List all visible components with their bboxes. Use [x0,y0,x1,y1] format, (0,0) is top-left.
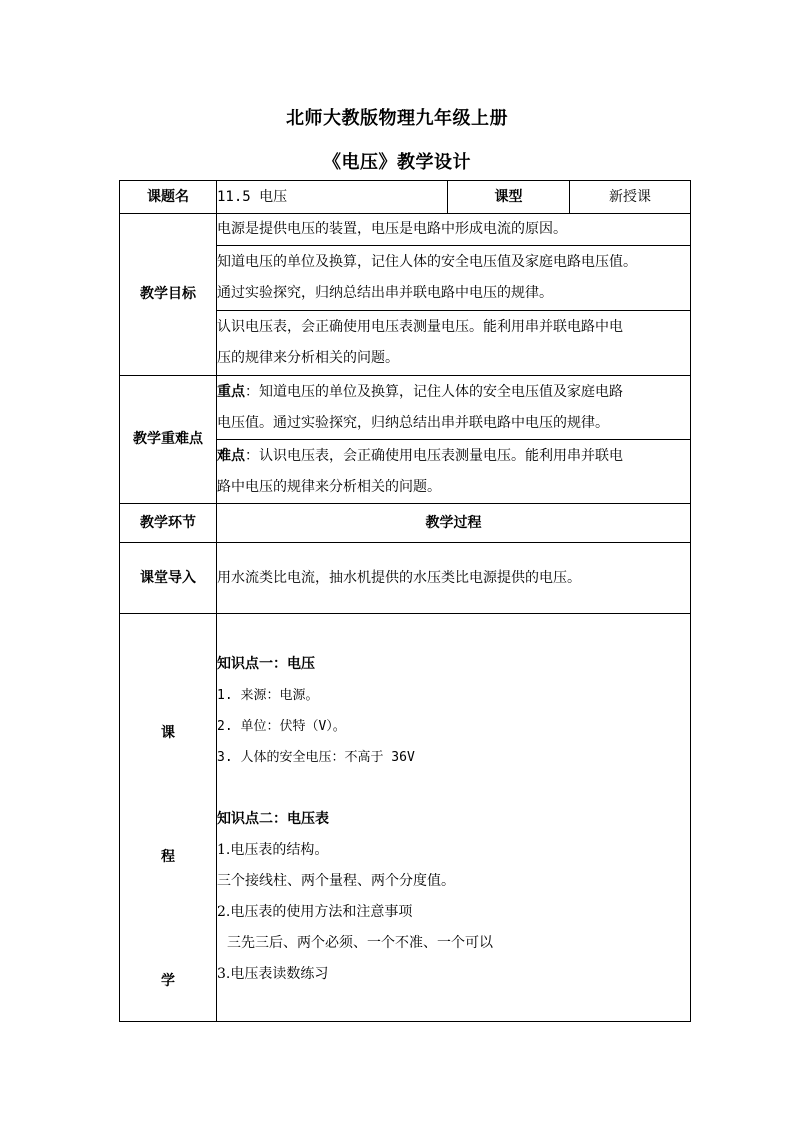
lesson-plan-table [119,180,691,1022]
lesson-label-char: 程 [161,849,175,865]
document-subtitle: 《电压》教学设计 [323,152,471,173]
lesson-label-char: 课 [161,725,175,741]
key-points-label: 教学重难点 [120,376,217,504]
objectives-label: 教学目标 [120,214,217,376]
knowledge-point-item: 1.电压表的结构。 [217,841,329,858]
difficulty-text: 路中电压的规律来分析相关的问题。 [217,478,441,495]
course-name-value: 11.5 电压 [217,181,448,214]
objective-line: 通过实验探究，归纳总结出串并联电路中电压的规律。 [217,285,553,301]
objective-line: 知道电压的单位及换算，记住人体的安全电压值及家庭电路电压值。 [217,254,637,270]
knowledge-point-item: 2. 单位：伏特（V）。 [217,718,346,734]
lesson-content [217,614,691,1022]
knowledge-point-1-title: 知识点一：电压 [217,655,315,672]
lesson-label-char: 学 [161,973,175,989]
knowledge-point-item: 3. 人体的安全电压：不高于 36V [217,749,415,765]
document-title: 北师大教版物理九年级上册 [286,108,508,129]
key-point-prefix: 重点 [217,383,245,400]
objective-line: 电源是提供电压的装置，电压是电路中形成电流的原因。 [217,221,567,237]
course-info-row [120,181,691,214]
key-point-text: 电压值。通过实验探究，归纳总结出串并联电路中电压的规律。 [217,414,609,431]
process-header: 教学过程 [217,504,691,543]
stage-header: 教学环节 [120,504,217,543]
objective-item [217,311,691,376]
objective-item [217,246,691,311]
intro-label: 课堂导入 [120,543,217,614]
difficulty-prefix: 难点 [217,447,245,464]
course-type-label: 课型 [448,181,570,214]
course-type-value: 新授课 [570,181,691,214]
knowledge-point-item: 2.电压表的使用方法和注意事项 [217,903,413,920]
intro-text [217,543,691,614]
knowledge-point-item: 1. 来源：电源。 [217,687,319,703]
knowledge-point-item: 三个接线柱、两个量程、两个分度值。 [217,872,455,889]
knowledge-point-2-title: 知识点二：电压表 [217,810,329,827]
key-point-text: ：知道电压的单位及换算，记住人体的安全电压值及家庭电路 [245,383,623,400]
difficulty-text: ：认识电压表，会正确使用电压表测量电压。能利用串并联电 [245,447,623,464]
difficulty-cell [217,440,691,504]
course-name-label: 课题名 [120,181,217,214]
objective-line: 认识电压表，会正确使用电压表测量电压。能利用串并联电路中电 [217,319,623,335]
objective-line: 压的规律来分析相关的问题。 [217,350,399,366]
knowledge-point-item: 3.电压表读数练习 [217,965,329,982]
intro-line: 用水流类比电流，抽水机提供的水压类比电源提供的电压。 [217,569,581,586]
key-point-cell [217,376,691,440]
objective-item [217,214,691,246]
lesson-label [120,614,217,1022]
knowledge-point-item: 三先三后、两个必须、一个不准、一个可以 [227,934,493,951]
